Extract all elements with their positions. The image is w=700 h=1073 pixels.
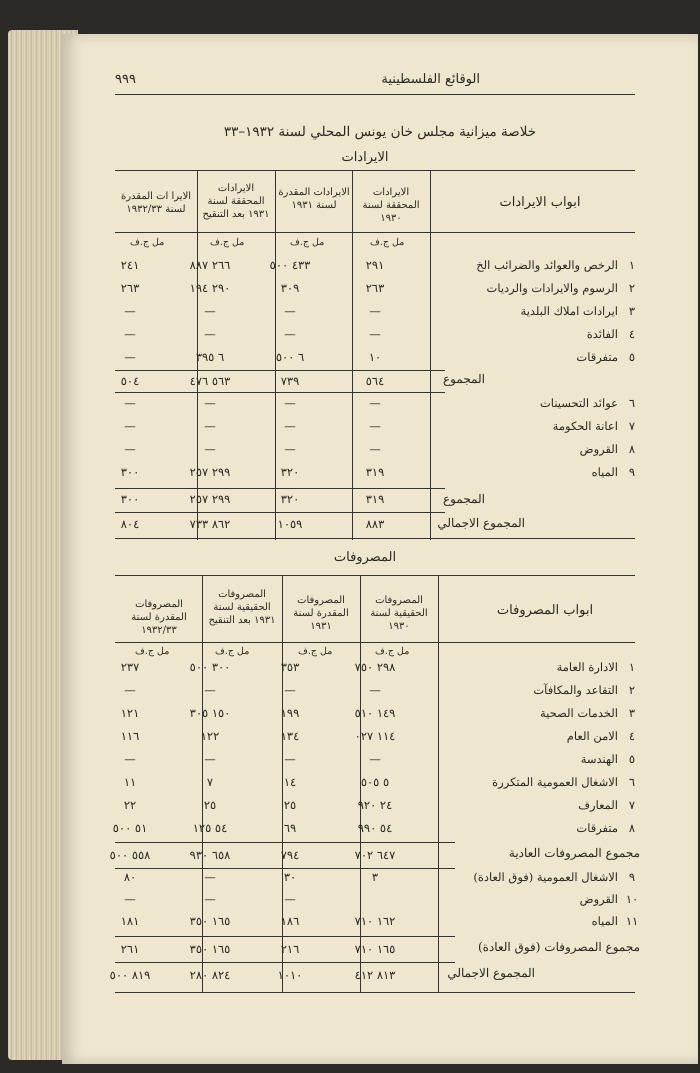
total-cell-col4: ٣٠٠ <box>120 492 140 506</box>
cell-col4: — <box>124 752 136 766</box>
table-row <box>0 419 700 439</box>
cell-col4: ١٨١ <box>120 914 140 928</box>
cell-col4: ١١ <box>123 775 137 789</box>
units-label: مل ج.ف <box>130 237 165 248</box>
row-number: ٨ <box>628 442 636 456</box>
table-row <box>0 775 700 795</box>
cell-col4: ٢٣٧ <box>120 660 140 674</box>
cell-col3: ٧ <box>206 775 214 789</box>
cell-col1: ١١٤ ٠٢٧ <box>354 729 396 743</box>
cell-col3: ١٦٥ ٣٥٠ <box>189 914 231 928</box>
total-cell-col2: ٢١٦ <box>280 942 300 956</box>
row-label: متفرقات <box>576 821 618 835</box>
cell-col2: ١٤ <box>283 775 297 789</box>
cell-col3: ٢٥ <box>203 798 217 812</box>
cell-col2: — <box>284 304 296 318</box>
cell-col1: ١٠ <box>368 350 382 364</box>
total-cell-col4: ٥٥٨ ٥٠٠ <box>109 848 151 862</box>
row-label: ايرادات املاك البلدية <box>520 304 618 318</box>
row-number: ٣ <box>628 304 636 318</box>
row-label: الاشغال العمومية المتكررة <box>492 775 618 789</box>
total-cell-col3: ٢٩٩ ٢٥٧ <box>189 492 231 506</box>
exp-grand-label: المجموع الاجمالي <box>447 966 535 980</box>
cell-col2: ٦٩ <box>283 821 297 835</box>
cell-col1: ٣ <box>371 870 379 884</box>
cell-col4: — <box>124 304 136 318</box>
table-row <box>0 729 700 749</box>
total-cell-col3: ٥٦٣ ٤٧٦ <box>189 374 231 388</box>
cell-col3: — <box>204 304 216 318</box>
cell-col2: ٦ ٥٠٠ <box>275 350 305 364</box>
running-header <box>115 70 635 95</box>
table-row <box>0 660 700 680</box>
table-row <box>0 821 700 841</box>
rev-total1-label: المجموع <box>443 372 485 386</box>
total-cell-col1: ١٦٥ ٧١٠ <box>354 942 396 956</box>
cell-col4: ٢٢ <box>123 798 137 812</box>
cell-col4: ٨٠ <box>123 870 137 884</box>
cell-col4: ٢٦٣ <box>120 281 140 295</box>
table-row <box>0 914 700 934</box>
cell-col2: — <box>284 396 296 410</box>
exp-col2-header: المصروفات المقدرة لسنة ١٩٣١ <box>293 595 349 632</box>
cell-col2: ١٨٦ <box>280 914 300 928</box>
cell-col3: ١٢٢ <box>200 729 220 743</box>
row-number: ٩ <box>628 465 636 479</box>
cell-col1: — <box>369 442 381 456</box>
total-cell-col3: ١٦٥ ٣٥٠ <box>189 942 231 956</box>
exp-col4-header: المصروفات المقدرة لسنة ١٩٣٢/٣٣ <box>131 599 187 636</box>
journal-title: الوقائع الفلسطينية <box>381 72 480 87</box>
row-number: ٥ <box>628 752 636 766</box>
cell-col2: — <box>284 327 296 341</box>
document-title: خلاصة ميزانية مجلس خان يونس المحلي لسنة ١٩٣٢–٣٣ <box>223 124 537 140</box>
cell-col2: — <box>284 442 296 456</box>
row-number: ٢ <box>628 683 636 697</box>
rule <box>115 232 635 233</box>
table-row <box>0 706 700 726</box>
row-number: ٧ <box>628 798 636 812</box>
row-number: ١ <box>628 258 636 272</box>
total-cell-col3: ٨٢٤ ٢٨٠ <box>189 968 231 982</box>
rule <box>115 842 455 843</box>
cell-col2: ١٩٩ <box>280 706 300 720</box>
row-label: المياه <box>591 914 618 928</box>
units-label: مل ج.ف <box>298 646 333 657</box>
cell-col1: — <box>369 396 381 410</box>
row-label: الفائدة <box>586 327 618 341</box>
cell-col2: — <box>284 683 296 697</box>
cell-col3: ١٥٠ ٣٠٥ <box>189 706 231 720</box>
rule <box>115 642 635 643</box>
row-number: ٦ <box>628 775 636 789</box>
row-number: ٤ <box>628 327 636 341</box>
cell-col1: — <box>369 752 381 766</box>
table-row <box>0 798 700 818</box>
cell-col1: ١٤٩ ٥١٠ <box>354 706 396 720</box>
cell-col1: ٢٩٨ ٧٥٠ <box>354 660 396 674</box>
row-label: المياه <box>591 465 618 479</box>
revenue-heading: الايرادات <box>341 150 389 165</box>
cell-col1: ٥ ٥٠٥ <box>360 775 390 789</box>
table-row <box>0 258 700 278</box>
total-cell-col2: ٧٣٩ <box>280 374 300 388</box>
row-number: ١ <box>628 660 636 674</box>
exp-col1-header: المصروفات الحقيقية لسنة ١٩٣٠ <box>370 595 428 632</box>
cell-col2: — <box>284 752 296 766</box>
table-row <box>0 752 700 772</box>
cell-col2: ٣٥٣ <box>280 660 300 674</box>
cell-col3: ٥٤ ١٢٥ <box>192 821 228 835</box>
cell-col2: ٣٠ <box>283 870 297 884</box>
row-number: ١١ <box>625 914 639 928</box>
row-number: ٤ <box>628 729 636 743</box>
total-row <box>0 942 700 962</box>
row-label: الخدمات الصحية <box>539 706 618 720</box>
exp-total1-label: مجموع المصروفات العادية <box>508 846 640 860</box>
table-row <box>0 683 700 703</box>
row-number: ٢ <box>628 281 636 295</box>
cell-col4: — <box>124 683 136 697</box>
total-cell-col1: ٥٦٤ <box>365 374 385 388</box>
rule <box>115 992 635 993</box>
row-label: الادارة العامة <box>556 660 618 674</box>
units-label: مل ج.ف <box>370 237 405 248</box>
cell-col3: ٢٦٦ ٨٨٧ <box>189 258 231 272</box>
total-row <box>0 968 700 988</box>
cell-col2: ١٣٤ <box>280 729 300 743</box>
units-label: مل ج.ف <box>135 646 170 657</box>
expenses-heading: المصروفات <box>333 550 397 565</box>
table-row <box>0 350 700 370</box>
total-cell-col1: ٦٤٧ ٧٠٢ <box>354 848 396 862</box>
total-cell-col2: ٣٢٠ <box>280 492 300 506</box>
page-number: ٩٩٩ <box>115 72 136 87</box>
total-cell-col4: ٢٦١ <box>120 942 140 956</box>
rule <box>115 962 455 963</box>
row-label: المعارف <box>578 798 618 812</box>
table-row <box>0 281 700 301</box>
row-label: التقاعد والمكافآت <box>533 683 618 697</box>
row-number: ٦ <box>628 396 636 410</box>
row-label: الامن العام <box>566 729 618 743</box>
row-label: اعانة الحكومة <box>552 419 618 433</box>
total-cell-col1: ٨١٣ ٤١٢ <box>354 968 396 982</box>
cell-col1: ١٦٢ ٧١٠ <box>354 914 396 928</box>
rule <box>115 868 455 869</box>
total-cell-col3: ٦٥٨ ٩٣٠ <box>189 848 231 862</box>
cell-col1: ٢٤ ٩٢٠ <box>357 798 393 812</box>
cell-col3: — <box>204 442 216 456</box>
rev-col1-header: الايرادات المحققة لسنة ١٩٣٠ <box>362 187 420 224</box>
cell-col4: ٣٠٠ <box>120 465 140 479</box>
table-row <box>0 870 700 890</box>
total-cell-col2: ١٠١٠ <box>277 968 303 982</box>
units-label: مل ج.ف <box>290 237 325 248</box>
total-cell-col3: ٨٦٢ ٧٣٣ <box>189 517 231 531</box>
cell-col2: ٣٢٠ <box>280 465 300 479</box>
row-label: الرخص والعوائد والضرائب الخ <box>476 258 618 272</box>
cell-col1: ٣١٩ <box>365 465 385 479</box>
exp-col3-header: المصروفات الحقيقية لسنة ١٩٣١ بعد التنقيح <box>208 589 276 626</box>
cell-col1: ٥٤ ٩٩٠ <box>357 821 393 835</box>
row-label: متفرقات <box>576 350 618 364</box>
total-row <box>0 374 700 394</box>
cell-col2: ٣٠٩ <box>280 281 300 295</box>
total-cell-col4: ٨٠٤ <box>120 517 140 531</box>
total-row <box>0 492 700 512</box>
rule <box>115 538 635 539</box>
cell-col2: ٢٥ <box>283 798 297 812</box>
cell-col3: — <box>204 892 216 906</box>
row-number: ٧ <box>628 419 636 433</box>
table-row <box>0 304 700 324</box>
cell-col3: — <box>204 683 216 697</box>
row-number: ٩ <box>628 870 636 884</box>
rev-col4-header: الايرا ات المقدرة لسنة ١٩٣٢/٣٣ <box>120 191 192 215</box>
cell-col4: ١٢١ <box>120 706 140 720</box>
units-label: مل ج.ف <box>210 237 245 248</box>
table-row <box>0 442 700 462</box>
cell-col1: — <box>369 304 381 318</box>
row-number: ٣ <box>628 706 636 720</box>
units-label: مل ج.ف <box>375 646 410 657</box>
cell-col3: — <box>204 870 216 884</box>
cell-col1: — <box>369 683 381 697</box>
cell-col2: — <box>284 892 296 906</box>
cell-col3: — <box>204 396 216 410</box>
cell-col4: — <box>124 892 136 906</box>
row-label: القروض <box>579 442 618 456</box>
total-cell-col1: ٨٨٣ <box>365 517 385 531</box>
cell-col1: — <box>369 327 381 341</box>
row-label: الاشغال العمومية (فوق العادة) <box>473 870 618 884</box>
row-number: ١٠ <box>625 892 639 906</box>
exp-total2-label: مجموع المصروفات (فوق العادة) <box>477 940 640 954</box>
cell-col2: ٤٣٣ ٥٠٠ <box>269 258 311 272</box>
cell-col4: ٥١ ٥٠٠ <box>112 821 148 835</box>
cell-col1: ٢٦٣ <box>365 281 385 295</box>
units-label: مل ج.ف <box>215 646 250 657</box>
total-cell-col4: ٨١٩ ٥٠٠ <box>109 968 151 982</box>
total-cell-col4: ٥٠٤ <box>120 374 140 388</box>
total-row <box>0 517 700 537</box>
table-row <box>0 892 700 912</box>
row-label: الهندسة <box>580 752 618 766</box>
cell-col4: ١١٦ <box>120 729 140 743</box>
cell-col3: — <box>204 419 216 433</box>
cell-col4: — <box>124 396 136 410</box>
cell-col3: — <box>204 752 216 766</box>
cell-col4: — <box>124 350 136 364</box>
total-cell-col2: ٧٩٤ <box>280 848 300 862</box>
cell-col4: ٢٤١ <box>120 258 140 272</box>
cell-col4: — <box>124 442 136 456</box>
rev-item-header: ابواب الايرادات <box>499 195 581 210</box>
cell-col1: — <box>369 419 381 433</box>
row-label: عوائد التحسينات <box>539 396 618 410</box>
cell-col2: — <box>284 419 296 433</box>
row-label: القروض <box>579 892 618 906</box>
rule <box>115 170 635 171</box>
row-number: ٨ <box>628 821 636 835</box>
total-cell-col2: ١٠٥٩ <box>277 517 303 531</box>
cell-col3: — <box>204 327 216 341</box>
cell-col3: ٦ ٣٩٥ <box>195 350 225 364</box>
rule <box>115 575 635 576</box>
table-row <box>0 465 700 485</box>
cell-col4: — <box>124 419 136 433</box>
rev-grand-label: المجموع الاجمالي <box>437 516 525 530</box>
row-label: الرسوم والايرادات والرديات <box>486 281 618 295</box>
table-row <box>0 327 700 347</box>
rule <box>115 936 455 937</box>
rule <box>115 370 445 371</box>
total-cell-col1: ٣١٩ <box>365 492 385 506</box>
rule <box>115 488 445 489</box>
rev-col3-header: الايرادات المحققة لسنة ١٩٣١ بعد التنقيح <box>202 183 270 220</box>
rev-total2-label: المجموع <box>443 492 485 506</box>
cell-col1: ٢٩١ <box>365 258 385 272</box>
cell-col3: ٢٩٩ ٢٥٧ <box>189 465 231 479</box>
cell-col3: ٢٩٠ ١٩٤ <box>189 281 231 295</box>
cell-col4: — <box>124 327 136 341</box>
cell-col3: ٣٠٠ ٥٠٠ <box>189 660 231 674</box>
total-row <box>0 848 700 868</box>
table-row <box>0 396 700 416</box>
rule <box>115 512 445 513</box>
rev-col2-header: الايرادات المقدرة لسنة ١٩٣١ <box>278 187 350 211</box>
row-number: ٥ <box>628 350 636 364</box>
exp-item-header: ابواب المصروفات <box>496 603 594 618</box>
